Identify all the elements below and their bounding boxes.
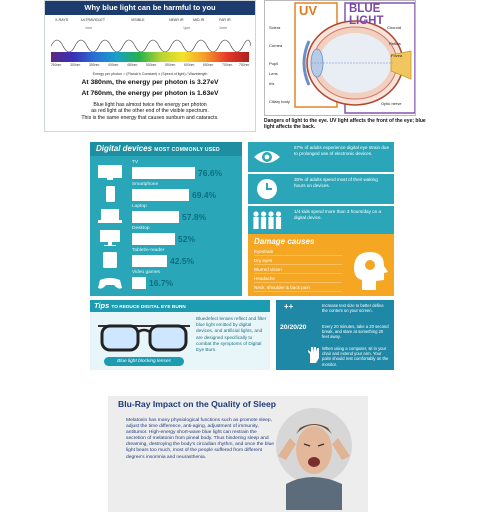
energy-formula: Energy per photon = (Planck's Constant) x (Speed of light) / Wavelength [92, 72, 208, 76]
scale-tick: 600nm [184, 63, 195, 67]
stat-text: 30% of adults spend most of their waking hours on devices. [294, 177, 378, 188]
spectrum-scale [51, 62, 249, 70]
eye-caption: Dangers of light to the eye. UV light affects the front of the eye; blue light affects the back. [264, 118, 426, 131]
device-name: Smartphone [132, 182, 159, 187]
eye-diagram [264, 0, 416, 116]
stat-eye-strain [248, 142, 394, 172]
eye-part-label: Cornea [269, 43, 283, 48]
stat-text: 1/4 kids spend more than 3 hours/day on a digital device. [294, 209, 382, 220]
damage-item: Dry eyes [254, 257, 342, 265]
band-wavelength: 1mm [219, 26, 227, 30]
tips-title: Tips [94, 301, 110, 310]
device-bar [132, 233, 175, 245]
lens-pill: Blue light blocking lenses [104, 357, 184, 366]
device-pct: 42.5% [170, 256, 195, 266]
damage-item: Neck, shoulder & back pain [254, 284, 342, 292]
eye-part-label: Sclera [269, 25, 281, 30]
eye-part-label: Retina [389, 41, 401, 46]
eye-part-label: Ciliary body [269, 99, 290, 104]
device-bar [132, 189, 189, 201]
sleep-impact-panel [108, 396, 368, 512]
sleep-title: Blu-Ray Impact on the Quality of Sleep [118, 399, 277, 409]
scale-tick: 650nm [203, 63, 214, 67]
eye-care-rules-panel [276, 300, 394, 370]
device-pct: 76.6% [198, 168, 223, 178]
band-label: ULTRAVIOLET [81, 18, 106, 22]
rule-text-size: Increase text size to better define the content on your screen. [322, 303, 384, 314]
eye-part-label: Fovea [391, 53, 403, 58]
rule-arm-length: When using a computer, sit in your chair and extend your arm. Your palm should rest comfortably on the monitor. [322, 346, 389, 367]
tips-panel [90, 300, 270, 370]
band-label: MID IR [193, 18, 205, 22]
digital-header [90, 142, 242, 156]
wave-graphic [51, 32, 251, 52]
scale-tick: 550nm [165, 63, 176, 67]
sleep-body: Melatonin has many physiological functions such as promote sleep, adjust the time difference, anti-aging, adjustment of immunity, antitumor. High-energy short-wave blue light can restrain the secretion of melatonin from pineal body. Thus hindering sleep and dreaming, destroying the body's circadian rhythm, and once the blue light bears too much, most of the people suffered from different degree's insomnia and neurasthenia. [126, 418, 275, 460]
eye-part-label: Optic nerve [381, 101, 402, 106]
scale-tick: 700nm [222, 63, 233, 67]
head-profile-icon [348, 248, 390, 292]
device-bar [132, 211, 179, 223]
device-row [90, 226, 242, 248]
band-wavelength: 1nm [85, 26, 92, 30]
digital-subtitle: MOST COMMONLY USED [154, 147, 220, 153]
body-line: as red light at the other end of the visible spectrum. [91, 108, 209, 115]
digital-devices-panel [90, 142, 242, 296]
damage-item: Eyestrain [254, 248, 342, 256]
device-pct: 16.7% [149, 278, 174, 288]
hand-icon [306, 346, 320, 364]
tips-text: Bluedefect lenses reflect and filter blue light emitted by digital devices, and artificial lights, and are designed specifically to combat the symptoms of Digital Eye Burn. [196, 316, 267, 353]
damage-causes-panel [248, 234, 394, 296]
tips-subtitle: TO REDUCE DIGITAL EYE BURN [111, 305, 186, 310]
band-label: NEAR IR [169, 18, 184, 22]
scale-tick: 250nm [51, 63, 62, 67]
blue-light-harm-panel [44, 0, 256, 132]
device-pct: 69.4% [192, 190, 217, 200]
device-row [90, 248, 242, 270]
energy-line-380: At 380nm, the energy per photon is 3.27eV [81, 79, 219, 86]
device-name: Laptop [132, 204, 147, 209]
stressed-man-photo [256, 402, 368, 510]
people-icon [252, 209, 282, 233]
device-bar [132, 277, 146, 289]
damage-title: Damage causes [254, 237, 315, 246]
scale-tick: 450nm [127, 63, 138, 67]
device-icon [96, 252, 124, 268]
band-wavelength: 1µm [183, 26, 191, 30]
plus-plus-icon: ++ [284, 302, 294, 311]
scale-tick: 750nm [239, 63, 250, 67]
device-icon [96, 208, 124, 224]
eye-part-label: Iris [269, 81, 275, 86]
device-row [90, 182, 242, 204]
clock-icon [252, 177, 282, 201]
rule-break: Every 20 minutes, take a 20 second break, and stare at something 20 feet away. [322, 324, 389, 340]
device-icon [96, 164, 124, 180]
device-name: TV [132, 160, 139, 165]
device-bar [132, 255, 167, 267]
scale-tick: 400nm [108, 63, 119, 67]
band-label: VISIBLE [131, 18, 145, 22]
rule-20-20-20: 20/20/20 [280, 324, 307, 331]
visible-spectrum-bar [51, 52, 249, 62]
damage-item: Headache [254, 275, 342, 283]
digital-title: Digital devices [96, 144, 153, 153]
device-row [90, 270, 242, 292]
device-name: Tablet/e-reader [132, 248, 165, 253]
tips-header [90, 300, 270, 312]
energy-line-760: At 760nm, the energy per photon is 1.63eV [81, 90, 219, 97]
spectrum-bands [51, 18, 249, 52]
scale-tick: 500nm [146, 63, 157, 67]
stat-text: 67% of adults experience digital eye strain due to prolonged use of electronic devices. [294, 145, 389, 156]
blue-light-label: BLUE LIGHT [349, 3, 384, 27]
panel-title: Why blue light can be harmful to you [45, 1, 255, 15]
device-pct: 52% [178, 234, 196, 244]
eye-icon [252, 145, 282, 169]
glasses-icon [96, 320, 192, 354]
body-line: Blue light has almost twice the energy per photon [93, 102, 207, 108]
device-bar [132, 167, 195, 179]
device-icon [96, 274, 124, 290]
scale-tick: 300nm [70, 63, 81, 67]
device-row [90, 204, 242, 226]
device-pct: 57.8% [182, 212, 207, 222]
device-name: Video games [132, 270, 160, 275]
band-label: X-RAYS [55, 18, 69, 22]
device-icon [96, 186, 124, 202]
stat-kids [248, 206, 394, 236]
scale-tick: 350nm [89, 63, 100, 67]
device-icon [96, 230, 124, 246]
eye-part-label: Pupil [269, 61, 278, 66]
stat-waking-hours [248, 174, 394, 204]
body-line: This is the same energy that causes sunburn and cataracts. [81, 114, 219, 121]
band-label: FAR IR [219, 18, 231, 22]
device-name: Desktop [132, 226, 150, 231]
eye-part-label: Choroid [387, 25, 402, 30]
device-row [90, 160, 242, 182]
eye-part-label: Lens [269, 71, 278, 76]
uv-label: UV [299, 3, 318, 18]
damage-item: Blurred vision [254, 266, 342, 274]
